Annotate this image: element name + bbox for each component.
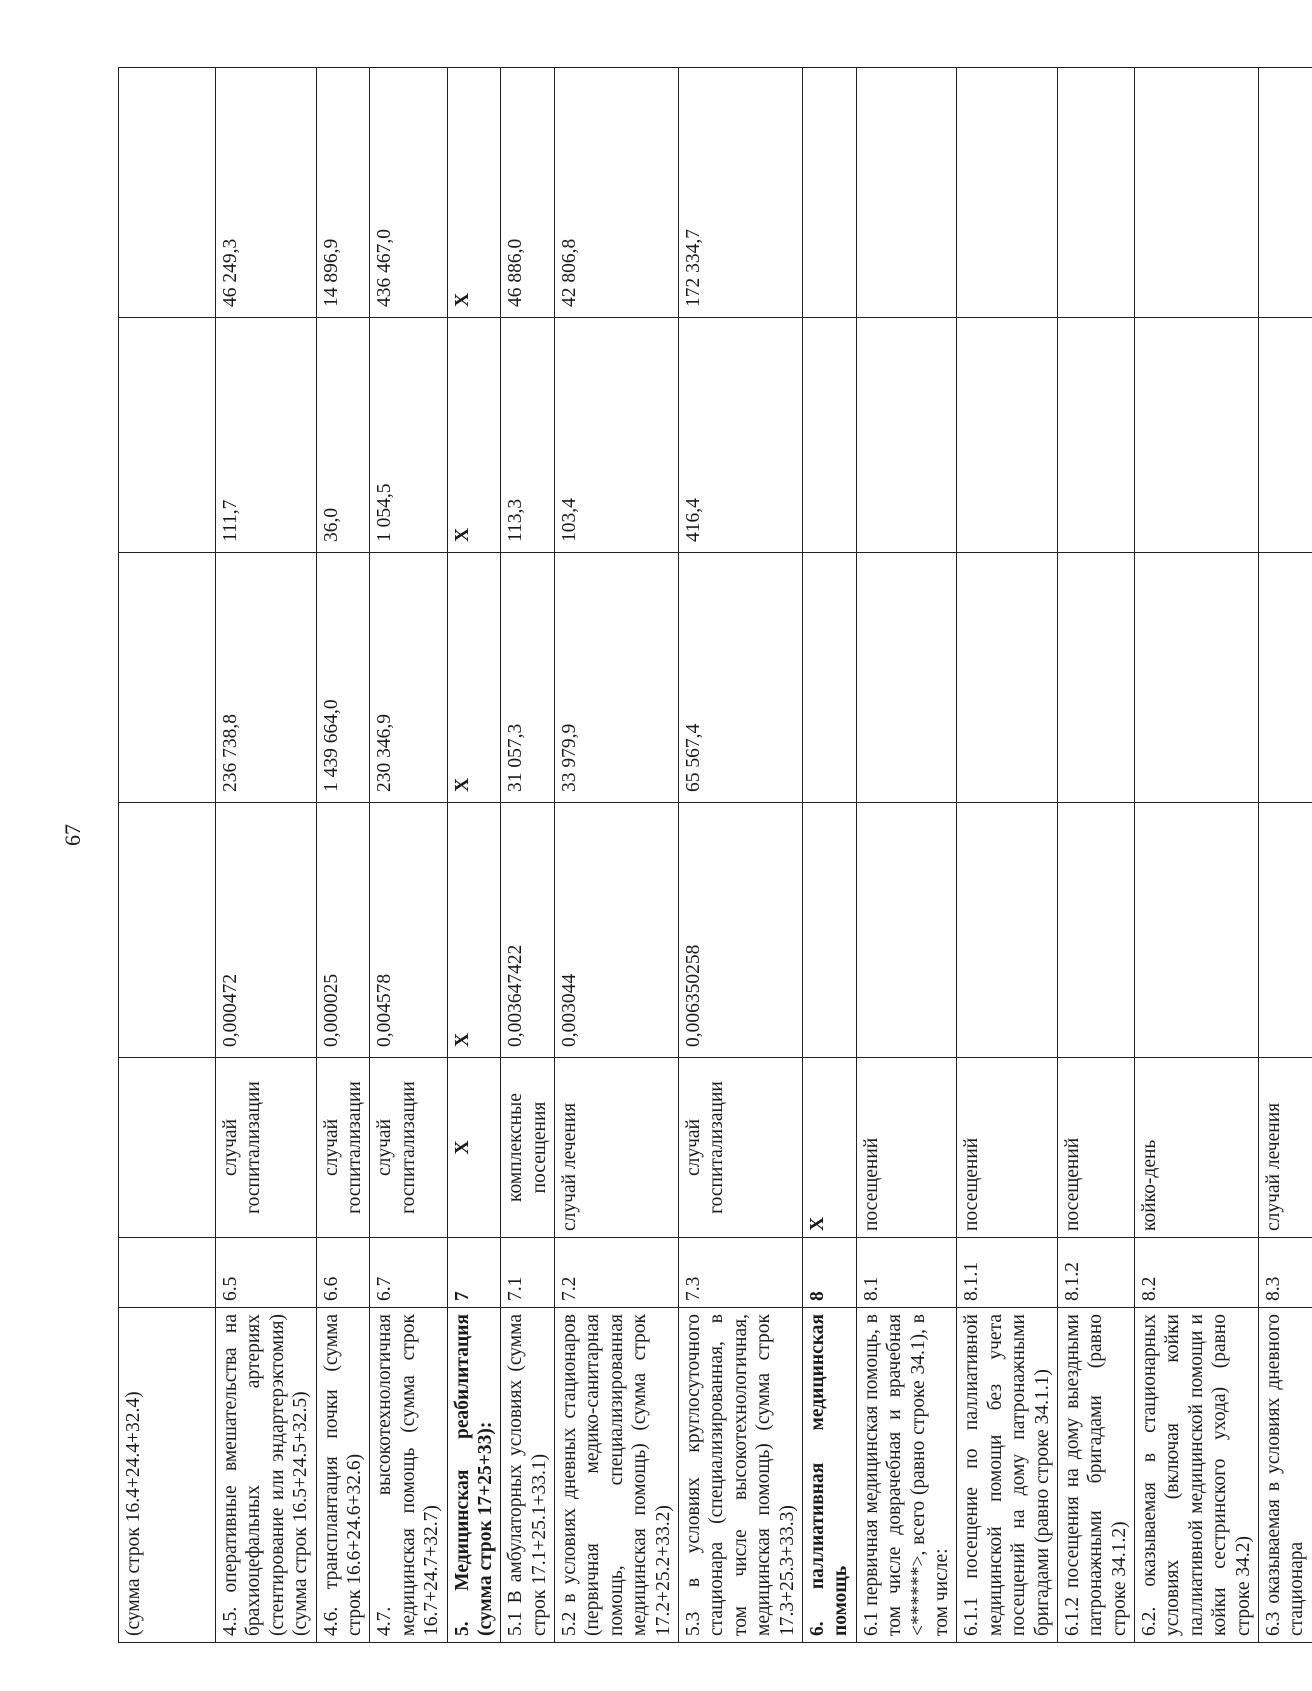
row-number: 7: [447, 1237, 501, 1307]
row-value-4: [1258, 67, 1312, 317]
row-value-3: [856, 317, 957, 552]
row-value-3: X: [447, 317, 501, 552]
row-number: 6.6: [316, 1237, 370, 1307]
row-value-3: [956, 317, 1057, 552]
row-name: 5.3 в условиях круглосуточного стационара (специализированная, в том числе высокотехнологичная, медицинская помощь) (сумма строк 17.3+25.3+33.3): [678, 1307, 802, 1642]
row-value-2: [118, 552, 215, 802]
table-row: [1258, 67, 1312, 1642]
table-row: [369, 67, 446, 1642]
row-value-1: X: [447, 802, 501, 1057]
row-name: 5.1 В амбулаторных условиях (сумма строк 17.1+25.1+33.1): [500, 1307, 554, 1642]
row-number: 7.2: [554, 1237, 678, 1307]
row-number: 8.2: [1134, 1237, 1258, 1307]
row-number: 8: [802, 1237, 856, 1307]
row-value-2: [802, 552, 856, 802]
row-value-2: 65 567,4: [678, 552, 802, 802]
row-value-2: [1134, 552, 1258, 802]
row-name: 6.3 оказываемая в условиях дневного стационара: [1258, 1307, 1312, 1642]
row-unit: X: [802, 1057, 856, 1237]
table-row: [215, 67, 316, 1642]
row-value-1: [118, 802, 215, 1057]
row-value-2: 236 738,8: [215, 552, 316, 802]
row-value-3: 36,0: [316, 317, 370, 552]
row-name: 5.2 в условиях дневных стационаров (первичная медико-санитарная помощь, специализированная медицинская помощь) (сумма строк 17.2+25.2+33.2): [554, 1307, 678, 1642]
row-value-3: 416,4: [678, 317, 802, 552]
row-value-4: [118, 67, 215, 317]
row-value-1: 0,000025: [316, 802, 370, 1057]
row-number: 8.1.2: [1057, 1237, 1134, 1307]
row-unit: случай госпитализации: [215, 1057, 316, 1237]
row-unit: случай лечения: [554, 1057, 678, 1237]
row-unit: посещений: [956, 1057, 1057, 1237]
row-value-1: [1057, 802, 1134, 1057]
table-row: [447, 67, 501, 1642]
row-value-2: 1 439 664,0: [316, 552, 370, 802]
row-value-2: [956, 552, 1057, 802]
row-unit: комплексные посещения: [500, 1057, 554, 1237]
row-value-1: 0,003044: [554, 802, 678, 1057]
row-value-1: 0,004578: [369, 802, 446, 1057]
row-name: 6.1.2 посещения на дому выездными патронажными бригадами (равно строке 34.1.2): [1057, 1307, 1134, 1642]
row-value-4: 46 249,3: [215, 67, 316, 317]
table-row: [678, 67, 802, 1642]
page-number: 67: [60, 824, 85, 846]
row-value-1: [856, 802, 957, 1057]
row-value-3: 1 054,5: [369, 317, 446, 552]
row-unit: случай госпитализации: [316, 1057, 370, 1237]
table-row: [316, 67, 370, 1642]
row-value-1: 0,003647422: [500, 802, 554, 1057]
row-number: 8.3: [1258, 1237, 1312, 1307]
row-value-2: 33 979,9: [554, 552, 678, 802]
row-value-4: [1057, 67, 1134, 317]
row-value-2: 230 346,9: [369, 552, 446, 802]
row-value-3: [1134, 317, 1258, 552]
row-value-4: 172 334,7: [678, 67, 802, 317]
row-name: 6.1.1 посещение по паллиативной медицинской помощи без учета посещений на дому патронажными бригадами (равно строке 34.1.1): [956, 1307, 1057, 1642]
row-value-4: [1134, 67, 1258, 317]
row-number: 7.3: [678, 1237, 802, 1307]
row-value-3: [802, 317, 856, 552]
row-value-1: [956, 802, 1057, 1057]
row-number: 6.7: [369, 1237, 446, 1307]
row-name: (сумма строк 16.4+24.4+32.4): [118, 1307, 215, 1642]
row-unit: случай госпитализации: [369, 1057, 446, 1237]
row-name: 6.2. оказываемая в стационарных условиях (включая койки паллиативной медицинской помощи и койки сестринского ухода) (равно строке 34.2): [1134, 1307, 1258, 1642]
row-number: 8.1.1: [956, 1237, 1057, 1307]
row-number: 7.1: [500, 1237, 554, 1307]
data-table: [118, 67, 1312, 1643]
row-value-3: 111,7: [215, 317, 316, 552]
row-unit: случай госпитализации: [678, 1057, 802, 1237]
row-unit: случай лечения: [1258, 1057, 1312, 1237]
table-row: [802, 67, 856, 1642]
row-value-2: [1258, 552, 1312, 802]
row-value-2: X: [447, 552, 501, 802]
row-number: [118, 1237, 215, 1307]
row-value-3: [118, 317, 215, 552]
row-value-1: 0,00635025​8: [678, 802, 802, 1057]
row-value-4: [956, 67, 1057, 317]
row-unit: посещений: [1057, 1057, 1134, 1237]
row-value-3: 103,4: [554, 317, 678, 552]
row-number: 6.5: [215, 1237, 316, 1307]
row-value-4: 436 467,0: [369, 67, 446, 317]
table-row: [856, 67, 957, 1642]
row-name: 4.6. трансплантация почки (сумма строк 16.6+24.6+32.6): [316, 1307, 370, 1642]
row-unit: койко-день: [1134, 1057, 1258, 1237]
row-value-2: [1057, 552, 1134, 802]
row-value-3: [1258, 317, 1312, 552]
row-value-1: [1134, 802, 1258, 1057]
row-value-1: [1258, 802, 1312, 1057]
row-value-1: 0,000472: [215, 802, 316, 1057]
row-value-4: 42 806,8: [554, 67, 678, 317]
row-value-4: 14 896,9: [316, 67, 370, 317]
row-name: 4.5. оперативные вмешательства на брахиоцефальных артериях (стентирование или эндартерэктомия) (сумма строк 16.5+24.5+32.5): [215, 1307, 316, 1642]
row-value-1: [802, 802, 856, 1057]
table-container: [118, 68, 1307, 1643]
row-value-4: 46 886,0: [500, 67, 554, 317]
row-value-3: [1057, 317, 1134, 552]
row-value-2: [856, 552, 957, 802]
row-value-4: X: [447, 67, 501, 317]
row-number: 8.1: [856, 1237, 957, 1307]
row-value-3: 113,3: [500, 317, 554, 552]
row-name: 4.7. высокотехнологичная медицинская помощь (сумма строк 16.7+24.7+32.7): [369, 1307, 446, 1642]
table-row: [500, 67, 554, 1642]
row-unit: посещений: [856, 1057, 957, 1237]
row-value-2: 31 057,3: [500, 552, 554, 802]
table-row: [118, 67, 215, 1642]
row-name: 6. паллиативная медицинская помощь: [802, 1307, 856, 1642]
table-row: [956, 67, 1057, 1642]
row-value-4: [802, 67, 856, 317]
table-row: [1057, 67, 1134, 1642]
row-name: 5. Медицинская реабилитация (сумма строк 17+25+33):: [447, 1307, 501, 1642]
table-row: [554, 67, 678, 1642]
row-value-4: [856, 67, 957, 317]
table-row: [1134, 67, 1258, 1642]
row-unit: [118, 1057, 215, 1237]
row-unit: X: [447, 1057, 501, 1237]
row-name: 6.1 первичная медицинская помощь, в том числе доврачебная и врачебная <******>, всего (равно строке 34.1), в том числе:: [856, 1307, 957, 1642]
